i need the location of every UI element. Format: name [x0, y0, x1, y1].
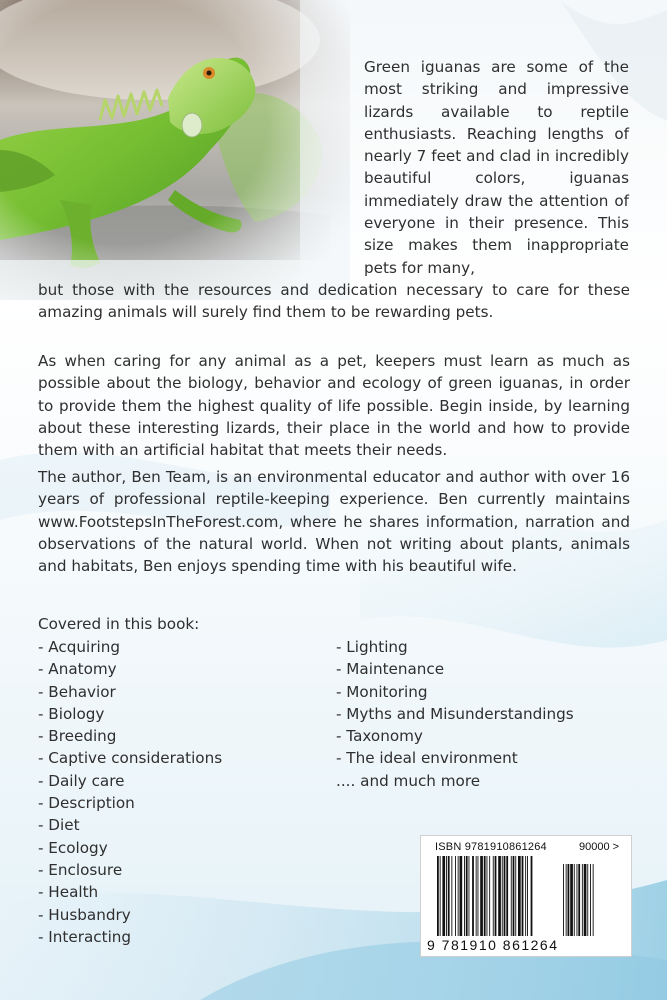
- list-item: .... and much more: [336, 771, 481, 790]
- list-item: - Interacting: [38, 927, 132, 946]
- topics-list-right: [336, 636, 574, 792]
- list-item: - Behavior: [38, 682, 116, 701]
- price-code: 90000 >: [579, 841, 620, 853]
- list-item: - The ideal environment: [336, 749, 518, 768]
- list-item: - Daily care: [38, 771, 125, 790]
- list-item: - Anatomy: [38, 660, 117, 679]
- author-bio-paragraph: The author, Ben Team, is an environmental educator and author with over 16 years of professional reptile-keeping experience. Ben currently maintains www.FootstepsInTheForest.com, where he shares information, narration and observations of the natural world. When not writing about plants, animals and habitats, Ben enjoys spending time with his beautiful wife.: [38, 468, 630, 576]
- intro-paragraph-continued: but those with the resources and dedication necessary to care for these amazing animals will surely find them to be rewarding pets.: [38, 281, 630, 322]
- list-item: - Diet: [38, 816, 80, 835]
- isbn-barcode: [420, 835, 632, 957]
- list-item: - Taxonomy: [336, 727, 423, 746]
- isbn-digits: 9 781910 861264: [427, 937, 559, 953]
- covered-heading: Covered in this book:: [38, 615, 200, 633]
- list-item: - Enclosure: [38, 860, 123, 879]
- isbn-label: ISBN 9781910861264: [435, 841, 547, 853]
- list-item: - Breeding: [38, 727, 117, 746]
- list-item: - Myths and Misunderstandings: [336, 704, 574, 723]
- iguana-photo: [0, 0, 350, 300]
- barcode-bars: [433, 856, 619, 938]
- list-item: - Ecology: [38, 838, 108, 857]
- list-item: - Description: [38, 794, 135, 813]
- list-item: - Maintenance: [336, 660, 445, 679]
- list-item: - Husbandry: [38, 905, 131, 924]
- list-item: - Acquiring: [38, 638, 120, 656]
- list-item: - Health: [38, 883, 99, 902]
- list-item: - Lighting: [336, 638, 408, 656]
- care-paragraph: As when caring for any animal as a pet, keepers must learn as much as possible about the biology, behavior and ecology of green iguanas, in order to provide them the highest quality of life possible. Begin inside, by learning about these interesting lizards, their place in the world and how to provide them with an artificial habitat that meets their needs.: [38, 352, 630, 460]
- topics-list-left: [38, 636, 222, 948]
- list-item: - Monitoring: [336, 682, 428, 701]
- list-item: - Biology: [38, 704, 105, 723]
- list-item: - Captive considerations: [38, 749, 223, 768]
- intro-paragraph: Green iguanas are some of the most striking and impressive lizards available to reptile enthusiasts. Reaching lengths of nearly 7 feet and clad in incredibly beautiful colors, iguanas immediately draw the attention of everyone in their presence. This size makes them inappropriate pets for many,: [364, 58, 629, 277]
